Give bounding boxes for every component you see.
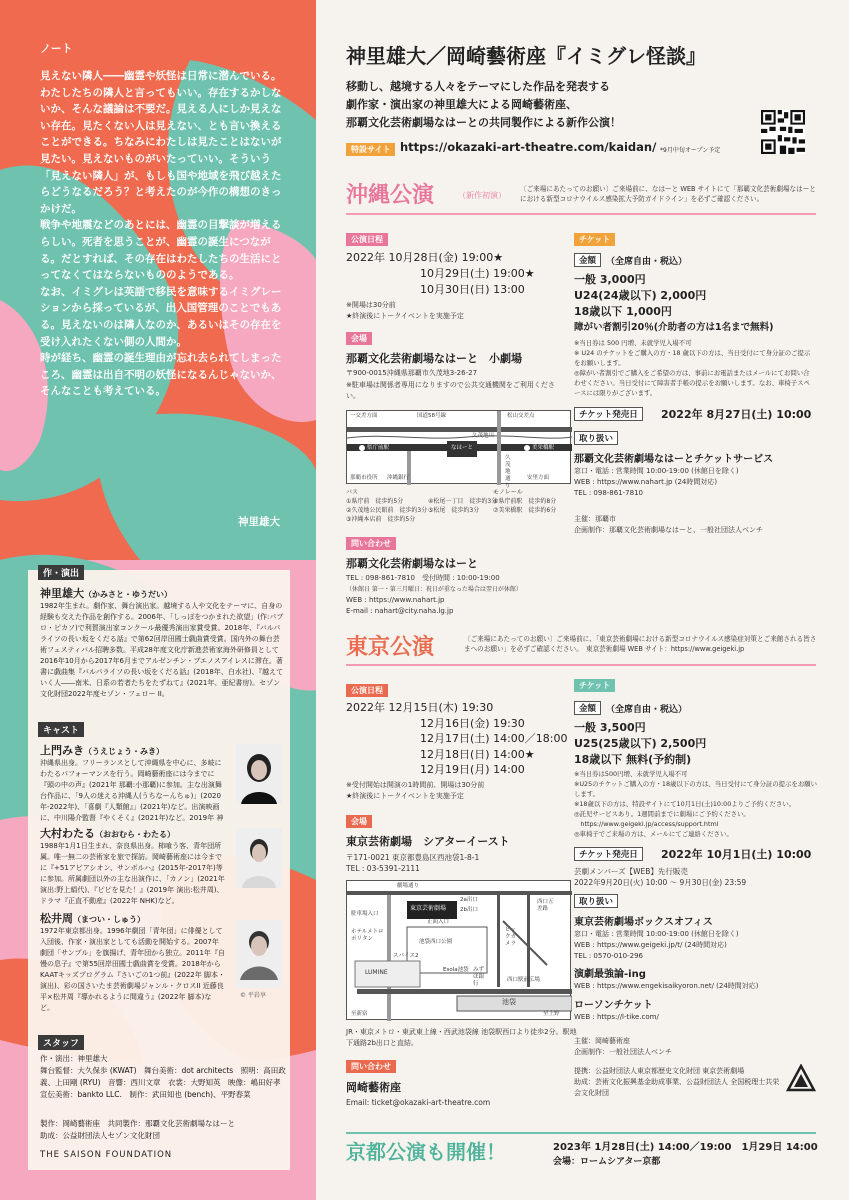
map-label: 池袋	[502, 998, 516, 1006]
cast-photo	[236, 920, 282, 988]
kyoto-title: 京都公演も開催！	[346, 1140, 506, 1164]
map-label: ホテルメトロポリタン	[351, 929, 384, 942]
map-label: 美栄橋駅	[532, 445, 555, 451]
price-head: （全席自由・税込）	[606, 257, 688, 267]
cast-label: キャスト	[38, 722, 84, 737]
map-label: 県庁前駅	[367, 445, 390, 451]
map-label: Esola池袋	[443, 967, 469, 973]
production-credits: 製作：岡崎藝術座 共同製作：那覇文化芸術劇場なはーと 助成：公益財団法人セゾン文化財団	[40, 1119, 235, 1140]
page-title: 神里雄大／岡崎藝術座『イミグレ怪談』	[346, 44, 706, 68]
map-label: 西口駅前広場	[507, 977, 541, 983]
map-label: 一交差方面	[350, 413, 378, 419]
date-label: 公演日程	[346, 684, 388, 697]
map-label: 東京芸術劇場	[410, 905, 447, 912]
site-url[interactable]: https://okazaki-art-theatre.com/kaidan/	[400, 140, 657, 154]
okinawa-price-notes: ※当日券は 500 円増、未就学児入場不可 ※ U24 のチケットをご購入の方・18 歳以下の方は、当日受付にて身分証のご提示をお願いします。 ◎障がい者割引でご購入をご希望の方は、事前にお電話またはメールにてお問い合わせください。当日受付にて障害者手帳の提示をお願いします。なお、車椅子スペースには限りがございます。	[574, 339, 811, 397]
cast-name: 上門みき（うえじょう・みき）	[40, 744, 164, 757]
map-label: 久茂地通り	[505, 455, 511, 489]
okinawa-dates: 2022年 10月28日(金) 19:00★ 10月29日(土) 19:00★ 10月30日(日) 13:00	[346, 251, 535, 296]
kyoto-venue: 会場：ロームシアター京都	[553, 1157, 661, 1167]
map-label: 劇場通り	[397, 883, 420, 889]
tokyo-contact-name: 岡崎藝術座	[346, 1081, 401, 1094]
tokyo-agent-name: ローソンチケット	[574, 1000, 653, 1011]
agent-label: 取り扱い	[574, 894, 618, 908]
note-paragraph: 時が経ち、幽霊の誕生理由が忘れ去られてしまったころ、幽霊は出自不明の妖怪になるんじゃないか、そんなことも考えている。	[40, 352, 282, 398]
kyoto-divider	[346, 1132, 816, 1134]
cast-photo	[236, 744, 282, 804]
okinawa-organizer: 主催：那覇市 企画制作：那覇文化芸術劇場なはーと、一般社団法人ベンチ	[574, 515, 763, 534]
tokyo-price-notes: ※当日券は500円増、未就学児入場不可 ※U25のチケットご購入の方・18歳以下の方は、当日受付にて身分証の提示をお願いします。 ※18歳以下の方は、特設サイトにて10月1日(土)10:00よりご予約ください。 ◎託児サービスあり。1週間前までに劇場にご予約ください。 https://www.geigeki.jp/access/support.html ◎車椅子でご来場の方は、メールにてご連絡ください。	[574, 770, 817, 838]
note-body	[40, 68, 288, 400]
map-label: ピックカメラ	[505, 927, 517, 947]
map-label: 至新宿	[351, 1011, 368, 1017]
cast-name: 松井周（まつい・しゅう）	[40, 912, 145, 925]
map-label: 池袋西口公園	[419, 939, 453, 945]
tokyo-presale: 芸劇メンバーズ【WEB】先行販売 2022年9月20日(火) 10:00 〜 9月30日(金) 23:59	[574, 867, 747, 887]
tokyo-agent-lines: WEB : https://l-tike.com/	[574, 1013, 659, 1021]
tokyo-access: JR・東京メトロ・東武東上線・西武池袋線 池袋駅西口より徒歩2分。駅地下通路2b出口と直結。	[346, 1028, 577, 1047]
okinawa-contact-lines: TEL : 098-861-7810 受付時間 : 10:00-19:00 （休館日 第一・第三月曜日：祝日が重なった場合は翌日が休館） WEB : https://www.nahart.jp E-mail : nahart@city.naha.lg.jp	[346, 574, 522, 615]
cast-bio: 1972年東京都出身。1996年劇団「青年団」に俳優として入団後、作家・演出家としても活動を開始する。2007年劇団「サンプル」を旗揚げ、青年団から独立。2011年『自慢の息子』で第55回岸田國士戯曲賞を受賞。2018年からKAATキッズプログラム『さいごの1つ前』(2022年 脚本・演出)、彩の国さいたま芸術劇場ジャンル・クロスII 近藤良平×松井周『導かれるように間違う』(2022年 脚本)など。	[40, 927, 225, 1012]
note-heading: ノート	[40, 42, 73, 55]
tokyo-address: 〒171-0021 東京都豊島区西池袋1-8-1 TEL : 03-5391-2111	[346, 853, 480, 873]
okinawa-contact-name: 那覇文化芸術劇場なはーと	[346, 557, 478, 570]
staff-label: スタッフ	[38, 1035, 84, 1050]
okinawa-address: 〒900-0015沖縄県那覇市久茂地3-26-27	[346, 369, 478, 377]
okinawa-divider	[346, 213, 816, 215]
map-label: 国道58号線	[417, 413, 446, 419]
okinawa-release: 2022年 8月27日(土) 10:00	[661, 408, 812, 421]
note-paragraph: 見えない隣人――幽霊や妖怪は日常に潜んでいる。わたしたちの隣人と言ってもいい。存在するかしないか、そんな議論は不要だ。見える人にしか見えない存在。見たくない人は見えない、とも言い換えることができる。ちなみにわたしは見たことはないが見たい。見えないものがいたっていい。そういう「見えない隣人」が、もしも国や地域を飛び越えたらどうなるだろう？と考えたのが今作の構想のきっかけだ。	[40, 70, 282, 215]
venue-label: 会場	[346, 815, 372, 828]
cast-photo	[236, 828, 282, 888]
map-label: 安里方面	[527, 475, 550, 481]
okinawa-notice: 〔ご来場にあたってのお願い〕ご来場前に、なはーと WEB サイトにて「那覇文化芸術劇場なはーとにおける新型コロナウイルス感染拡大予防ガイドライン」を必ずご確認ください。	[520, 185, 816, 203]
director-name: 神里雄大（かみさと・ゆうだい）	[40, 587, 172, 600]
okinawa-title: 沖縄公演	[346, 183, 435, 208]
okinawa-sub: （新作初演）	[458, 191, 506, 200]
right-panel	[316, 0, 849, 1200]
okinawa-prices: 一般 3,000円 U24(24歳以下) 2,000円 18歳以下 1,000円 障がい者割引20％(介助者の方は1名まで無料)	[574, 273, 774, 333]
note-paragraph: なお、イミグレは英語で移民を意味するイミグレーションから採っているが、出入国管理のことでもある。見えないのは隣人なのか、あるいはその存在を受け入れたくない側の人間か。	[40, 285, 282, 348]
price-label: 金額	[574, 701, 601, 715]
okinawa-agent: 那覇文化芸術劇場なはーとチケットサービス	[574, 454, 774, 465]
okinawa-access-bus: バス ①県庁前 徒歩約5分 ②久茂地公民館前 徒歩約3分 ③沖縄本店前 徒歩約5分	[346, 489, 428, 523]
tokyo-agent-lines: 窓口・電話 : 営業時間 10:00-19:00 (休館日を除く) WEB : https://www.geigeki.jp/t/ (24時間対応) TEL : 0570-010-296	[574, 930, 739, 960]
tokyo-agent-lines: WEB : https://www.engekisaikyoron.net/ (24時間対応)	[574, 982, 759, 990]
okinawa-agent-lines: 窓口・電話 : 営業時間 10:00-19:00 (休館日を除く) WEB : https://www.nahart.jp (24時間対応) TEL : 098-861-7810	[574, 467, 739, 497]
ticket-label: チケット	[574, 233, 615, 246]
okinawa-access-rail: モノレール ⑥県庁前駅 徒歩約8分 ⑦美栄橋駅 徒歩約6分	[493, 489, 557, 514]
map-label: みずほ銀行	[473, 967, 485, 987]
arts-council-logo-icon	[786, 1064, 816, 1094]
ticket-label: チケット	[574, 679, 615, 692]
tokyo-dates: 2022年 12月15日(木) 19:30 12月16日(金) 19:30 12月17日(土) 14:00／18:00 12月18日(日) 14:00★ 12月19日(月) 14:00	[346, 701, 568, 776]
map-label: 沖縄銀行	[387, 475, 410, 481]
price-label: 金額	[574, 253, 601, 267]
okinawa-access-bus-2: ④松尾一丁目 徒歩約3分 ⑤松尾 徒歩約3分	[428, 498, 498, 514]
qr-code-icon[interactable]	[761, 110, 805, 154]
tokyo-support: 提携：公益財団法人東京都歴史文化財団 東京芸術劇場 助成：芸術文化振興基金助成事業、公益財団法人 全国税理士共栄会文化財団	[574, 1067, 780, 1097]
contact-label: 問い合わせ	[346, 1060, 396, 1073]
tokyo-release: 2022年 10月1日(土) 10:00	[661, 848, 812, 861]
map-label: なはーと	[451, 445, 474, 451]
tokyo-contact-mail[interactable]: Email: ticket@okazaki-art-theatre.com	[346, 1098, 491, 1107]
map-label: 駐車場入口	[351, 911, 379, 917]
site-note: *9月中旬オープン予定	[660, 147, 721, 154]
map-label: 2b出口	[460, 907, 478, 913]
tokyo-prices: 一般 3,500円 U25(25歳以下) 2,500円 18歳以下 無料(予約制)	[574, 721, 707, 766]
site-label: 特設サイト	[346, 143, 395, 156]
tokyo-agent-name: 演劇最強論-ing	[574, 969, 646, 980]
price-head: （全席自由・税込）	[606, 705, 688, 715]
tokyo-map	[346, 880, 571, 1020]
tokyo-divider	[346, 664, 816, 666]
note-signature: 神里雄大	[238, 516, 280, 528]
contact-label: 問い合わせ	[346, 537, 396, 550]
tokyo-title: 東京公演	[346, 635, 435, 660]
map-label: スパイス2	[393, 953, 419, 959]
agent-label: 取り扱い	[574, 431, 618, 445]
venue-label: 会場	[346, 332, 372, 345]
tokyo-date-notes: ※受付開始は開演の1時間前、開場は30分前 ★終演後にトークイベントを実施予定	[346, 781, 485, 800]
cast-bio: 1988年1月1日生まれ、奈良県出身。柿喰う客、青年団所属。唯一無二の芸術家を旅で探訪。岡崎藝術座には今までに『+51アビアシオン、サンボルハ』(2015年-2017年)等に参加。所属劇団以外の主な出演作に、「カノン」(2021年 演出:野上絹代)、『ピピを見た！』(2019年 演出:松井周)、ドラマ『正直不動産』(2022年 NHK)など。	[40, 842, 225, 905]
direction-label: 作・演出	[38, 565, 84, 580]
saison-logo: THE SAISON FOUNDATION	[40, 1150, 173, 1160]
staff-credits: 作・演出：神里雄大 舞台監督：大久保歩 (KWAT) 舞台美術：dot architects 照明：高田政義、上田剛 (RYU) 音響：西川文章 衣裳：大野知英 映像：嶋田好孝 宣伝美術：bankto LLC. 制作：武田知也 (bench)、平野春菜	[40, 1054, 289, 1099]
tokyo-agent-name: 東京芸術劇場ボックスオフィス	[574, 917, 713, 928]
map-label: 松山交差点	[507, 413, 535, 419]
okinawa-date-notes: ※開場は30分前 ★終演後にトークイベントを実施予定	[346, 301, 464, 320]
kyoto-dates: 2023年 1月28日(土) 14:00／19:00 1月29日 14:00	[553, 1142, 818, 1153]
map-label: 那覇市役所	[350, 475, 378, 481]
map-label: 久茂地川	[472, 433, 495, 439]
note-paragraph: 戦争や地震などのあとには、幽霊の目撃談が増えるらしい。死者を思うことが、幽霊の誕生につながる。だとすれば、その存在はわたしたちの生活にとってなくてはならないもののようである。	[40, 219, 282, 282]
map-label: 正面入口	[427, 919, 450, 925]
release-label: チケット発売日	[574, 407, 643, 421]
okinawa-map	[346, 410, 571, 489]
cast-name: 大村わたる（おおむら・わたる）	[40, 827, 175, 840]
tokyo-venue: 東京芸術劇場 シアターイースト	[346, 835, 510, 848]
date-label: 公演日程	[346, 233, 388, 246]
okinawa-parking-note: ※駐車場は関係者専用になりますので公共交通機関をご利用ください。	[346, 381, 555, 400]
map-label: 2a出口	[460, 897, 478, 903]
map-label: LUMINE	[365, 969, 388, 976]
okinawa-venue: 那覇文化芸術劇場なはーと 小劇場	[346, 352, 522, 365]
release-label: チケット発売日	[574, 847, 643, 861]
director-bio: 1982年生まれ。劇作家、舞台演出家。越境する人や文化をテーマに、自身の経験も交えた作品を創作する。2006年、「しっぽをつかまれた欲望」(作:パブロ・ピカソ)で利賀演出家コンクール最優秀演出家賞受賞。2018年、『バルパライソの長い坂をくだる話』で第62回岸田國士戯曲賞受賞。国内外の舞台芸術フェスティバル招聘多数。平成28年度文化庁新進芸術家海外研修員として2016年10月から2017年6月までアルゼンチン・ブエノスアイレスに滞在。著書に戯曲集『バルパライソの長い坂をくだる話』(2018年、白水社)、『越えていく人――南米、日系の若者たちをたずねて』(2021年、亜紀書房)。セゾン文化財団2022年度セゾン・フェロー II。	[40, 602, 284, 698]
tokyo-notice: 〔ご来場にあたってのお願い〕ご来場前に、「東京芸術劇場における新型コロナウイルス感染症対策とご来館される皆さまへのお願い」を必ずご確認ください。 東京芸術劇場 WEB サイト：https://www.geigeki.jp	[464, 635, 817, 653]
map-label: 至上野	[543, 1011, 560, 1017]
left-panel	[0, 0, 316, 1200]
photo-credit: © 平岩享	[240, 992, 266, 999]
map-label: 西口五差路	[537, 899, 554, 912]
intro-text: 移動し、越境する人々をテーマにした作品を発表する 劇作家・演出家の神里雄大による岡崎藝術座、 那覇文化芸術劇場なはーとの共同製作による新作公演！	[346, 80, 621, 129]
cast-bio: 沖縄県出身。フリーランスとして沖縄県を中心に、多岐にわたるパフォーマンスを行う。岡崎藝術座には今までに『頭の中の声』(2021年 那覇:小那覇)に参加。主な出演舞台作品に、「9人の迷える沖縄人(うちなーんちゅ)」(2020年-2022年)、「喜劇『人類館』」(2021年)など。出演映画に、中川陽介監督『やくそく』(2021年)など。2019年 神	[40, 759, 224, 822]
tokyo-organizer: 主催：岡崎藝術座 企画制作：一般社団法人ベンチ	[574, 1037, 672, 1056]
